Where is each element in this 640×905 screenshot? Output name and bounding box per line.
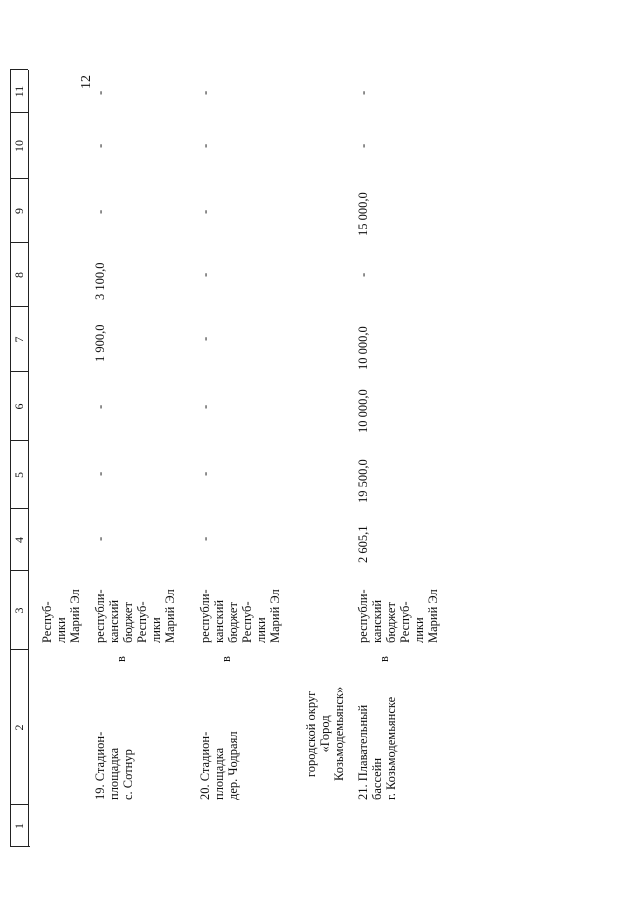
col-header-8: 8	[12, 272, 26, 278]
row-21-col8: -	[356, 272, 370, 277]
col-header-6: 6	[12, 403, 26, 410]
row-20-col7: -	[198, 336, 212, 341]
continued-source-text: Респуб- лики Марий Эл	[40, 589, 82, 643]
col-header-7: 7	[12, 336, 26, 343]
row-20-col5: -	[198, 471, 212, 476]
row-20-col9: -	[198, 209, 212, 214]
col-header-10: 10	[12, 140, 26, 152]
row-19-col5: -	[93, 471, 107, 476]
row-19-marker: в	[114, 656, 128, 662]
row-21-name: 21. Плавательный бассейн г. Козьмодемьянске	[356, 696, 398, 800]
row-19-name: 19. Стадион- площадка с. Сотнур	[93, 731, 135, 800]
row-21-marker: в	[377, 656, 391, 662]
row-19-col9: -	[93, 209, 107, 214]
row-20-marker: в	[219, 656, 233, 662]
col-header-3: 3	[12, 607, 26, 614]
row-19-col10: -	[93, 143, 107, 148]
row-19-funding-source: республи- канский бюджет Респуб- лики Марий Эл	[93, 589, 177, 643]
page-number: 12	[79, 75, 94, 89]
row-21-col4: 2 605,1	[356, 525, 370, 563]
row-20-name: 20. Стадион- площадка дер. Чодраял	[198, 731, 240, 800]
col-header-2: 2	[12, 724, 26, 731]
row-19-col7: 1 900,0	[93, 324, 107, 362]
row-20-col4: -	[198, 536, 212, 541]
row-20-col10: -	[198, 143, 212, 148]
header-bottom-border	[28, 70, 29, 847]
row-21-col5: 19 500,0	[356, 459, 370, 503]
row-20-funding-source: республи- канский бюджет Респуб- лики Марий Эл	[198, 589, 282, 643]
col-header-4: 4	[12, 537, 26, 543]
row-19-col4: -	[93, 536, 107, 541]
row-20-col11: -	[198, 90, 212, 95]
row-20-col8: -	[198, 272, 212, 277]
row-19-col8: 3 100,0	[93, 262, 107, 300]
row-21-funding-source: республи- канский бюджет Респуб- лики Марий Эл	[356, 589, 440, 643]
row-21-col11: -	[356, 90, 370, 95]
row-19-col6: -	[93, 404, 107, 409]
table-top-border	[10, 70, 11, 847]
section-heading-municipality: городской округ «Город Козьмодемьянск»	[304, 686, 346, 781]
row-21-col6: 10 000,0	[356, 389, 370, 433]
col-header-11: 11	[12, 85, 26, 98]
col-header-5: 5	[12, 472, 26, 478]
row-21-col10: -	[356, 143, 370, 148]
row-21-col7: 10 000,0	[356, 326, 370, 370]
row-21-col9: 15 000,0	[356, 192, 370, 236]
col-header-9: 9	[12, 208, 26, 214]
row-19-col11: -	[93, 90, 107, 95]
col-header-1: 1	[12, 823, 26, 829]
row-20-col6: -	[198, 404, 212, 409]
